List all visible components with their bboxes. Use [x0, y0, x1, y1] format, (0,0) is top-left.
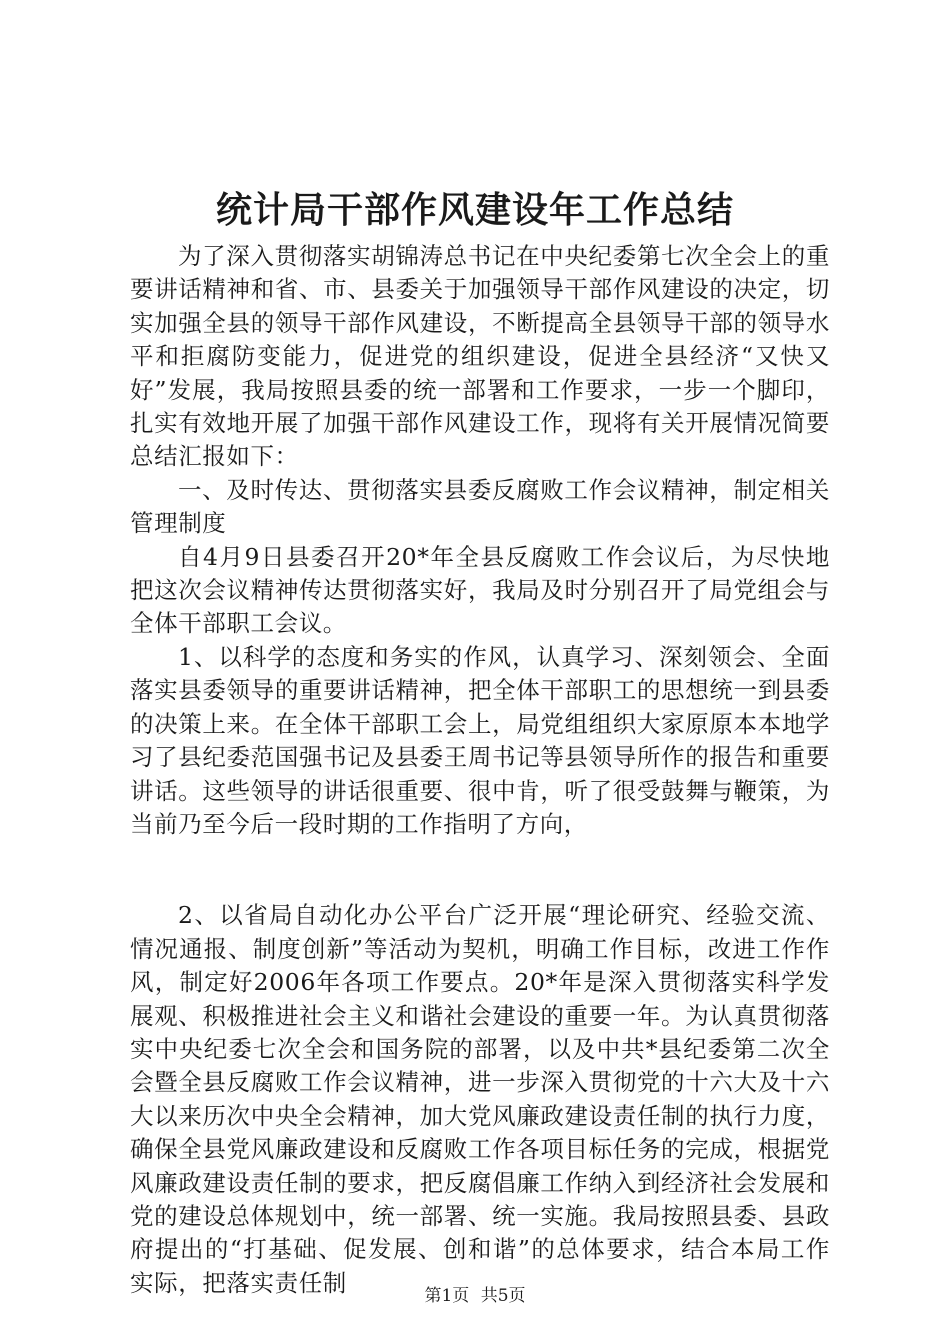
paragraph-item-1: 1、以科学的态度和务实的作风，认真学习、深刻领会、全面落实县委领导的重要讲话精神，把全体干部职工的思想统一到县委的决策上来。在全体干部职工会上，局党组组织大家原原本本地学习了县纪委范国强书记及县委王周书记等县领导所作的报告和重要讲话。这些领导的讲话很重要、很中肯，听了很受鼓舞与鞭策，为当前乃至今后一段时期的工作指明了方向，: [130, 642, 830, 838]
document-body: [130, 240, 830, 1300]
paragraph-intro: 为了深入贯彻落实胡锦涛总书记在中央纪委第七次全会上的重要讲话精神和省、市、县委关于加强领导干部作风建设的决定，切实加强全县的领导干部作风建设，不断提高全县领导干部的领导水平和拒腐防变能力，促进党的组织建设，促进全县经济“又快又好”发展，我局按照县委的统一部署和工作要求，一步一个脚印，扎实有效地开展了加强干部作风建设工作，现将有关开展情况简要总结汇报如下：: [130, 242, 830, 471]
page-number: 第1页: [424, 1286, 470, 1306]
document-title: 统计局干部作风建设年工作总结: [215, 189, 734, 231]
paragraph-item-2: 2、以省局自动化办公平台广泛开展“理论研究、经验交流、情况通报、制度创新”等活动为契机，明确工作目标，改进工作作风，制定好2006年各项工作要点。20*年是深入贯彻落实科学发展观、积极推进社会主义和谐社会建设的重要一年。为认真贯彻落实中央纪委七次全会和国务院的部署，以及中共*县纪委第二次全会暨全县反腐败工作会议精神，进一步深入贯彻党的十六大及十六大以来历次中央全会精神，加大党风廉政建设责任制的执行力度，确保全县党风廉政建设和反腐败工作各项目标任务的完成，根据党风廉政建设责任制的要求，把反腐倡廉工作纳入到经济社会发展和党的建设总体规划中，统一部署、统一实施。我局按照县委、县政府提出的“打基础、促发展、创和谐”的总体要求，结合本局工作实际，把落实责任制: [130, 901, 830, 1297]
page-total: 共5页: [480, 1286, 526, 1306]
page-footer: [0, 1284, 950, 1308]
paragraph-section-heading: 一、及时传达、贯彻落实县委反腐败工作会议精神，制定相关管理制度: [130, 475, 830, 538]
paragraph-meeting: 自4月9日县委召开20*年全县反腐败工作会议后，为尽快地把这次会议精神传达贯彻落实好，我局及时分别召开了局党组会与全体干部职工会议。: [130, 542, 830, 638]
